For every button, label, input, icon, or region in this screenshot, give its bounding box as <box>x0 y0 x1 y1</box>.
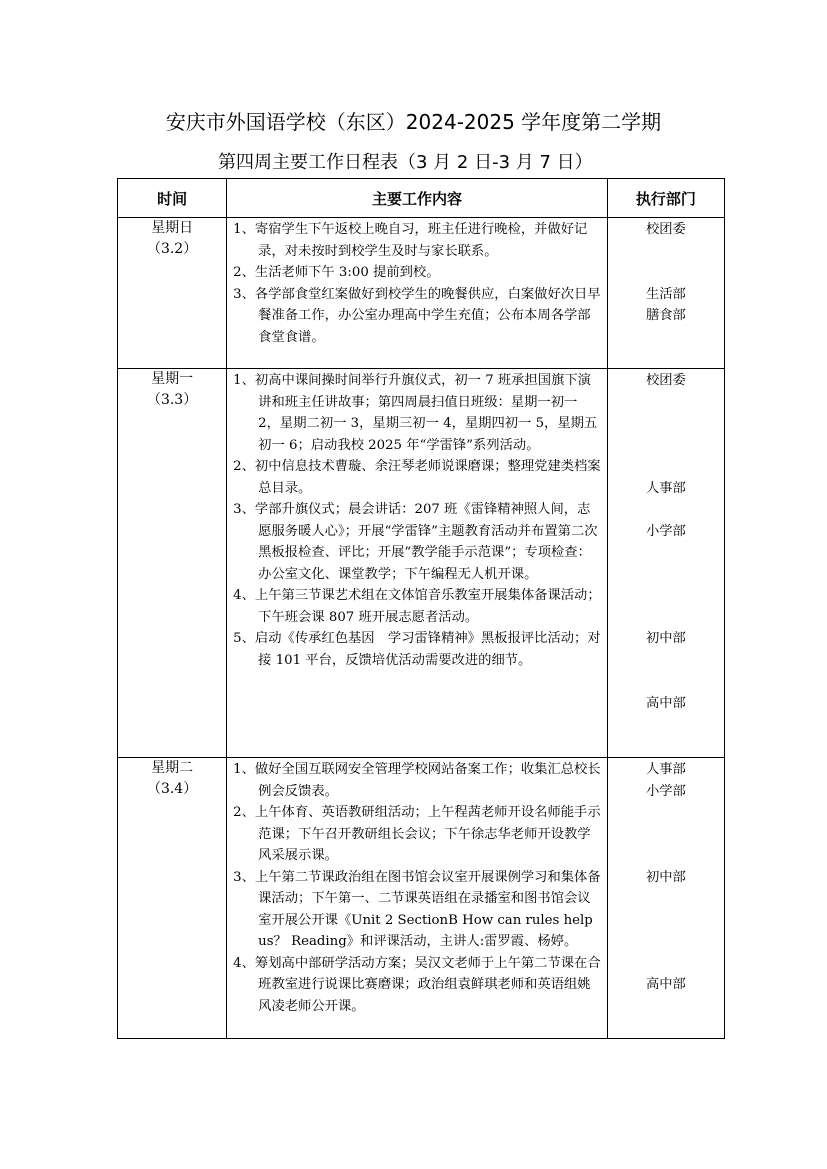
header-content: 主要工作内容 <box>227 179 608 218</box>
dept-label: 小学部 <box>645 523 686 539</box>
work-item: 1、做好全国互联网安全管理学校网站备案工作；收集汇总校长例会反馈表。 <box>233 762 601 799</box>
header-dept: 执行部门 <box>607 179 724 218</box>
dept-label: 高中部 <box>645 977 686 992</box>
day-name: 星期二 <box>151 760 194 776</box>
day-date: （3.4） <box>146 781 198 797</box>
day-cell <box>118 369 227 758</box>
day-cell <box>118 218 227 369</box>
work-item: 4、上午第三节课艺术组在文体馆音乐教室开展集体备课活动；下午班会课 807 班开展志愿者活动。 <box>233 588 601 625</box>
work-item: 1、寄宿学生下午返校上晚自习，班主任进行晚检，并做好记录，对未按时到校学生及时与家长联系。 <box>233 222 588 259</box>
content-cell <box>227 369 608 758</box>
work-item: 4、筹划高中部研学活动方案；吴汉文老师于上午第二节课在合班教室进行说课比赛磨课；政治组袁鲜琪老师和英语组姚风凌老师公开课。 <box>233 955 601 1014</box>
dept-label: 初中部 <box>645 631 686 646</box>
dept-label: 高中部 <box>645 695 686 711</box>
table-header-row <box>118 179 725 218</box>
work-item: 2、上午体育、英语教研组活动；上午程茜老师开设名师能手示范课；下午召开教研组长会议；下午徐志华老师开设教学风采展示课。 <box>233 805 601 863</box>
dept-label <box>608 241 724 263</box>
dept-label: 膳食部 <box>645 308 686 323</box>
work-item: 1、初高中课间操时间举行升旗仪式，初一 7 班承担国旗下演讲和班主任讲故事；第四周晨扫值日班级：星期一初一 2，星期二初一 3，星期三初一 4，星期四初一 5，星期五初一 6；启动我校 2025 年“学雷锋”系列活动。 <box>233 373 598 453</box>
work-item: 3、上午第二节课政治组在图书馆会议室开展课例学习和集体备课活动；下午第一、二节课英语组在录播室和图书馆会议室开展公开课《Unit 2 SectionB How can rules help us？ Reading》和评课活动，主讲人:雷罗霞、杨婷。 <box>233 869 601 949</box>
work-item: 3、各学部食堂红案做好到校学生的晚餐供应，白案做好次日早餐准备工作，办公室办理高中学生充值；公布本周各学部食堂食谱。 <box>233 286 601 345</box>
dept-label: 校团委 <box>645 373 686 388</box>
table-row <box>118 369 725 758</box>
day-name: 星期一 <box>151 371 194 387</box>
work-item: 2、生活老师下午 3:00 提前到校。 <box>233 265 440 280</box>
dept-cell <box>607 369 724 758</box>
schedule-table <box>117 178 725 1039</box>
content-cell <box>227 758 608 1039</box>
work-item: 3、学部升旗仪式；晨会讲话：207 班《雷锋精神照人间，志愿服务暖人心》；开展“学雷锋”主题教育活动并布置第二次黑板报检查、评比；开展“教学能手示范课”；专项检查：办公室文化、课堂教学；下午编程无人机开课。 <box>233 502 598 582</box>
dept-cell <box>607 218 724 369</box>
dept-label: 人事部 <box>645 480 686 496</box>
dept-label: 初中部 <box>645 869 686 885</box>
dept-label: 校团委 <box>645 222 686 237</box>
dept-label: 生活部 <box>645 286 686 302</box>
dept-label: 人事部 <box>645 762 686 777</box>
header-time: 时间 <box>118 179 227 218</box>
dept-label: 小学部 <box>645 783 686 799</box>
day-cell <box>118 758 227 1039</box>
dept-cell <box>607 758 724 1039</box>
day-date: （3.2） <box>146 241 198 257</box>
table-row <box>118 758 725 1039</box>
table-row <box>118 218 725 369</box>
work-item: 5、启动《传承红色基因 学习雷锋精神》黑板报评比活动；对接 101 平台，反馈培优活动需要改进的细节。 <box>233 631 601 668</box>
work-item: 2、初中信息技术曹璇、余汪琴老师说课磨课；整理党建类档案总目录。 <box>233 459 601 496</box>
document-subtitle: 第四周主要工作日程表（3 月 2 日-3 月 7 日） <box>218 152 593 173</box>
day-date: （3.3） <box>146 392 198 408</box>
content-cell <box>227 218 608 369</box>
dept-label <box>608 262 724 284</box>
document-title: 安庆市外国语学校（东区）2024-2025 学年度第二学期 <box>165 110 662 134</box>
day-name: 星期日 <box>151 220 194 236</box>
